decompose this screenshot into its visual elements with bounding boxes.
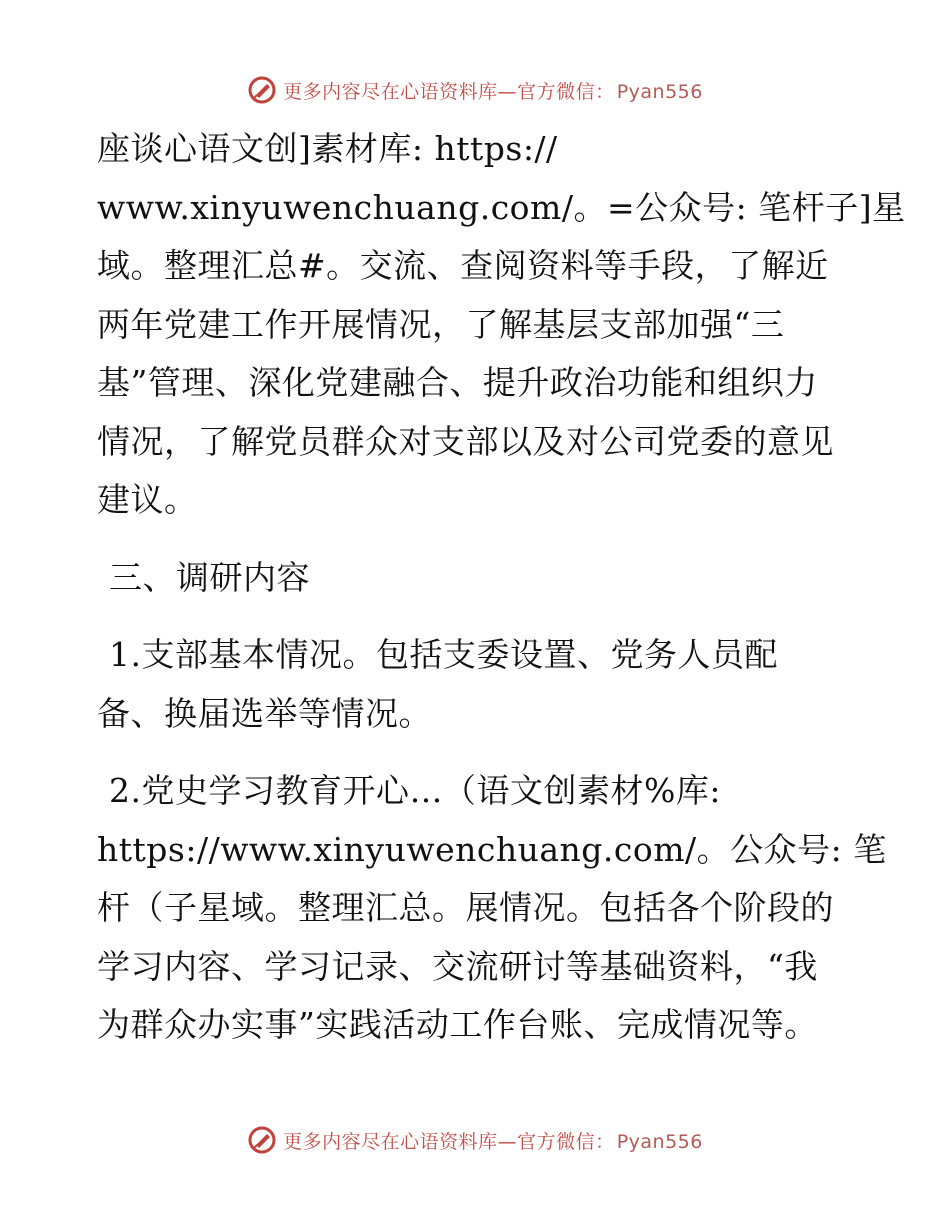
text-line: 学习内容、学习记录、交流研讨等基础资料，“我 bbox=[97, 946, 818, 986]
text-line: 建议。 bbox=[97, 480, 198, 519]
text-line: 为群众办实事”实践活动工作台账、完成情况等。 bbox=[97, 1005, 818, 1044]
text-line: 域。整理汇总#。交流、查阅资料等手段，了解近 bbox=[97, 246, 829, 285]
text-line: 备、换届选举等情况。 bbox=[97, 693, 432, 733]
text-line: 座谈心语文创]素材库: https:// bbox=[97, 129, 558, 168]
header-banner-dash: — bbox=[497, 80, 518, 103]
content-item-1 bbox=[97, 626, 857, 743]
footer-banner-account: Pyan556 bbox=[616, 1130, 703, 1153]
header-banner-text bbox=[283, 77, 703, 104]
text-line: 杆（子星域。整理汇总。展情况。包括各个阶段的 bbox=[97, 888, 834, 927]
header-banner bbox=[0, 70, 950, 110]
text-line: 情况，了解党员群众对支部以及对公司党委的意见 bbox=[97, 421, 834, 461]
header-banner-label: 官方微信： bbox=[517, 80, 615, 103]
content-item-2 bbox=[97, 762, 887, 1055]
text-line: www.xinyuwenchuang.com/。=公众号: 笔杆子]星 bbox=[97, 187, 906, 227]
text-line: 2.党史学习教育开心…（语文创素材%库: bbox=[109, 771, 721, 810]
footer-banner-label: 官方微信： bbox=[517, 1130, 615, 1153]
xinyu-logo-icon bbox=[247, 75, 277, 105]
section-heading: 三、调研内容 bbox=[109, 557, 310, 597]
text-line: https://www.xinyuwenchuang.com/。公众号: 笔 bbox=[97, 829, 887, 869]
footer-banner-text bbox=[283, 1127, 703, 1154]
text-line: 1.支部基本情况。包括支委设置、党务人员配 bbox=[109, 635, 778, 674]
text-line: 两年党建工作开展情况，了解基层支部加强“三 bbox=[97, 304, 785, 344]
intro-paragraph bbox=[97, 120, 906, 530]
footer-banner-main: 更多内容尽在心语资料库 bbox=[283, 1130, 498, 1153]
text-line: 基”管理、深化党建融合、提升政治功能和组织力 bbox=[97, 363, 818, 402]
footer-banner-dash: — bbox=[497, 1130, 518, 1153]
header-banner-main: 更多内容尽在心语资料库 bbox=[283, 80, 498, 103]
footer-banner bbox=[0, 1120, 950, 1160]
xinyu-logo-icon bbox=[247, 1125, 277, 1155]
document-body bbox=[97, 120, 906, 1074]
header-banner-account: Pyan556 bbox=[616, 80, 703, 103]
